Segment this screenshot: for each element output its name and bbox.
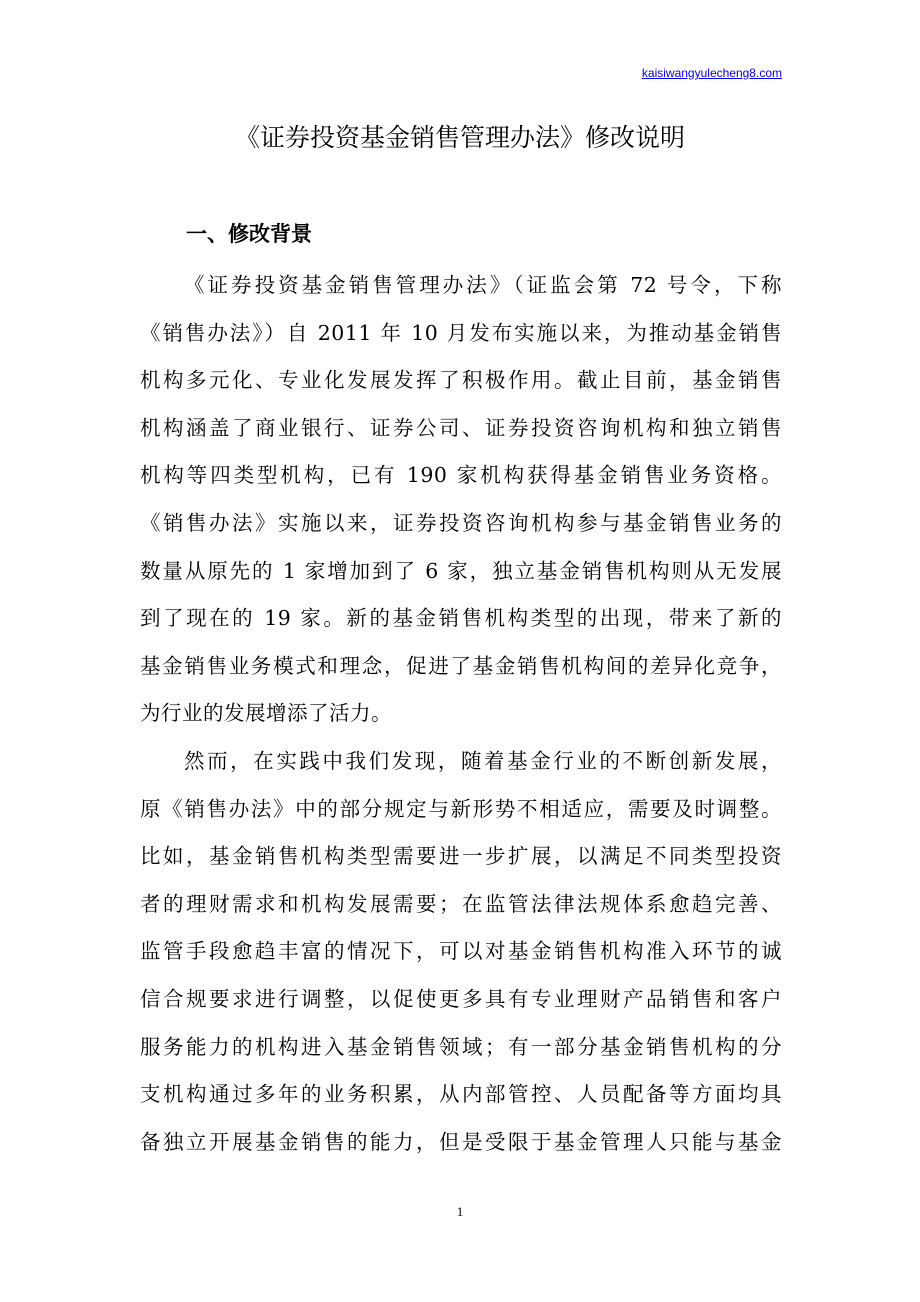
paragraph-line: 基金销售业务模式和理念，促进了基金销售机构间的差异化竞争， (140, 653, 782, 678)
document-title: 《证券投资基金销售管理办法》修改说明 (234, 123, 685, 152)
paragraph-line: 机构等四类型机构，已有 190 家机构获得基金销售业务资格。 (140, 463, 782, 488)
header-website-link[interactable]: kaisiwangyulecheng8.com (641, 66, 782, 80)
paragraph-line: 服务能力的机构进入基金销售领域；有一部分基金销售机构的分 (140, 1034, 782, 1059)
section-heading: 一、修改背景 (186, 222, 312, 246)
paragraph-line: 备独立开展基金销售的能力，但是受限于基金管理人只能与基金 (140, 1129, 782, 1154)
paragraph-line: 机构涵盖了商业银行、证券公司、证券投资咨询机构和独立销售 (140, 415, 782, 440)
paragraph-line: 支机构通过多年的业务积累，从内部管控、人员配备等方面均具 (140, 1082, 782, 1107)
paragraph-2 (140, 738, 782, 1166)
paragraph-1 (140, 262, 782, 738)
paragraph-line: 原《销售办法》中的部分规定与新形势不相适应，需要及时调整。 (140, 796, 782, 821)
paragraph-line: 《销售办法》实施以来，证券投资咨询机构参与基金销售业务的 (140, 510, 782, 535)
page-number: 1 (456, 1204, 464, 1219)
paragraph-line: 比如，基金销售机构类型需要进一步扩展，以满足不同类型投资 (140, 844, 782, 869)
paragraph-line: 为行业的发展增添了活力。 (140, 701, 392, 726)
paragraph-line: 然而，在实践中我们发现，随着基金行业的不断创新发展， (184, 749, 782, 773)
paragraph-line: 信合规要求进行调整，以促使更多具有专业理财产品销售和客户 (140, 986, 782, 1011)
paragraph-line: 监管手段愈趋丰富的情况下，可以对基金销售机构准入环节的诚 (140, 939, 782, 964)
paragraph-line: 者的理财需求和机构发展需要；在监管法律法规体系愈趋完善、 (140, 891, 782, 916)
paragraph-line: 《证券投资基金销售管理办法》（证监会第 72 号令，下称 (184, 273, 782, 297)
paragraph-line: 数量从原先的 1 家增加到了 6 家，独立基金销售机构则从无发展 (140, 558, 782, 583)
paragraph-line: 到了现在的 19 家。新的基金销售机构类型的出现，带来了新的 (140, 606, 782, 631)
paragraph-line: 机构多元化、专业化发展发挥了积极作用。截止目前，基金销售 (140, 368, 782, 393)
paragraph-line: 《销售办法》）自 2011 年 10 月发布实施以来，为推动基金销售 (140, 320, 782, 345)
